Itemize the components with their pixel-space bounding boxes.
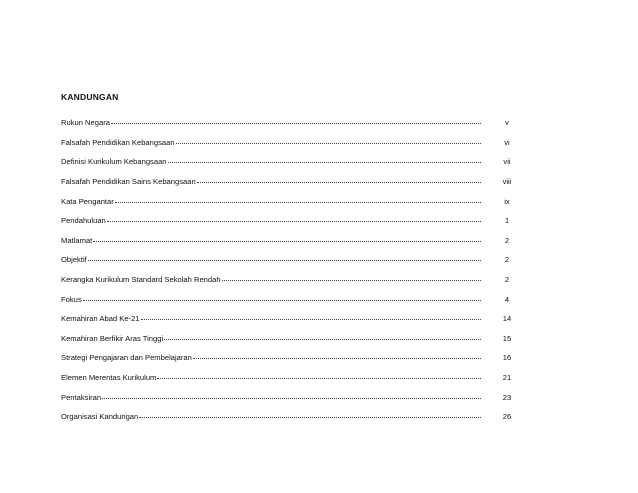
toc-entry-page: 14 xyxy=(502,314,512,324)
toc-entry-label: Elemen Merentas Kurikulum xyxy=(61,373,157,383)
toc-entry xyxy=(61,231,527,251)
toc-entry-label: Definisi Kurikulum Kebangsaan xyxy=(61,157,167,167)
toc-entry xyxy=(61,250,527,270)
toc-leader-dots xyxy=(107,213,481,222)
toc-entry xyxy=(61,133,527,153)
toc-leader-dots xyxy=(193,350,481,359)
toc-entry xyxy=(61,289,527,309)
toc-entry-label: Falsafah Pendidikan Sains Kebangsaan xyxy=(61,177,196,187)
toc-entry-label: Matlamat xyxy=(61,235,93,245)
toc-leader-dots xyxy=(176,135,481,144)
toc-entry-label: Falsafah Pendidikan Kebangsaan xyxy=(61,137,175,147)
toc-leader-dots xyxy=(164,331,481,340)
toc-entry xyxy=(61,368,527,388)
toc-entry-label: Fokus xyxy=(61,294,82,304)
toc-entry-label: Kemahiran Berfikir Aras Tinggi xyxy=(61,333,164,343)
toc-list xyxy=(61,113,527,427)
toc-entry-page: ix xyxy=(504,196,510,206)
toc-entry-label: Organisasi Kandungan xyxy=(61,412,139,422)
toc-leader-dots xyxy=(157,370,481,379)
toc-entry xyxy=(61,113,527,133)
toc-entry xyxy=(61,152,527,172)
toc-title: KANDUNGAN xyxy=(61,92,119,102)
toc-leader-dots xyxy=(141,311,481,320)
toc-entry xyxy=(61,329,527,349)
toc-entry-page: 23 xyxy=(502,392,512,402)
toc-entry xyxy=(61,270,527,290)
toc-entry-label: Kerangka Kurikulum Standard Sekolah Rendah xyxy=(61,275,221,285)
toc-entry-page: vi xyxy=(504,137,510,147)
toc-entry-page: 2 xyxy=(504,275,510,285)
toc-leader-dots xyxy=(139,409,481,418)
toc-entry-page: 1 xyxy=(504,216,510,226)
toc-entry-page: 21 xyxy=(502,373,512,383)
toc-leader-dots xyxy=(102,390,481,399)
toc-entry-page: v xyxy=(505,118,509,128)
toc-leader-dots xyxy=(115,194,481,203)
toc-leader-dots xyxy=(88,252,481,261)
toc-entry-page: 15 xyxy=(502,333,512,343)
toc-leader-dots xyxy=(93,233,481,242)
toc-entry-label: Pentaksiran xyxy=(61,392,102,402)
toc-leader-dots xyxy=(83,292,481,301)
toc-entry-page: viii xyxy=(502,177,512,187)
toc-entry xyxy=(61,387,527,407)
toc-entry-page: 26 xyxy=(502,412,512,422)
toc-entry xyxy=(61,407,527,427)
toc-entry-page: 4 xyxy=(504,294,510,304)
toc-entry-page: 2 xyxy=(504,255,510,265)
toc-entry-label: Objektif xyxy=(61,255,87,265)
toc-leader-dots xyxy=(222,272,481,281)
toc-entry xyxy=(61,309,527,329)
toc-entry-page: 2 xyxy=(504,235,510,245)
toc-entry-page: 16 xyxy=(502,353,512,363)
toc-entry xyxy=(61,172,527,192)
toc-leader-dots xyxy=(168,154,481,163)
toc-entry-label: Pendahuluan xyxy=(61,216,106,226)
toc-entry-label: Strategi Pengajaran dan Pembelajaran xyxy=(61,353,192,363)
toc-leader-dots xyxy=(197,174,481,183)
toc-entry-label: Kata Pengantar xyxy=(61,196,114,206)
toc-leader-dots xyxy=(111,115,481,124)
toc-entry-page: vii xyxy=(503,157,511,167)
toc-entry-label: Rukun Negara xyxy=(61,118,110,128)
toc-entry-label: Kemahiran Abad Ke-21 xyxy=(61,314,140,324)
toc-entry xyxy=(61,211,527,231)
toc-entry xyxy=(61,191,527,211)
toc-entry xyxy=(61,348,527,368)
